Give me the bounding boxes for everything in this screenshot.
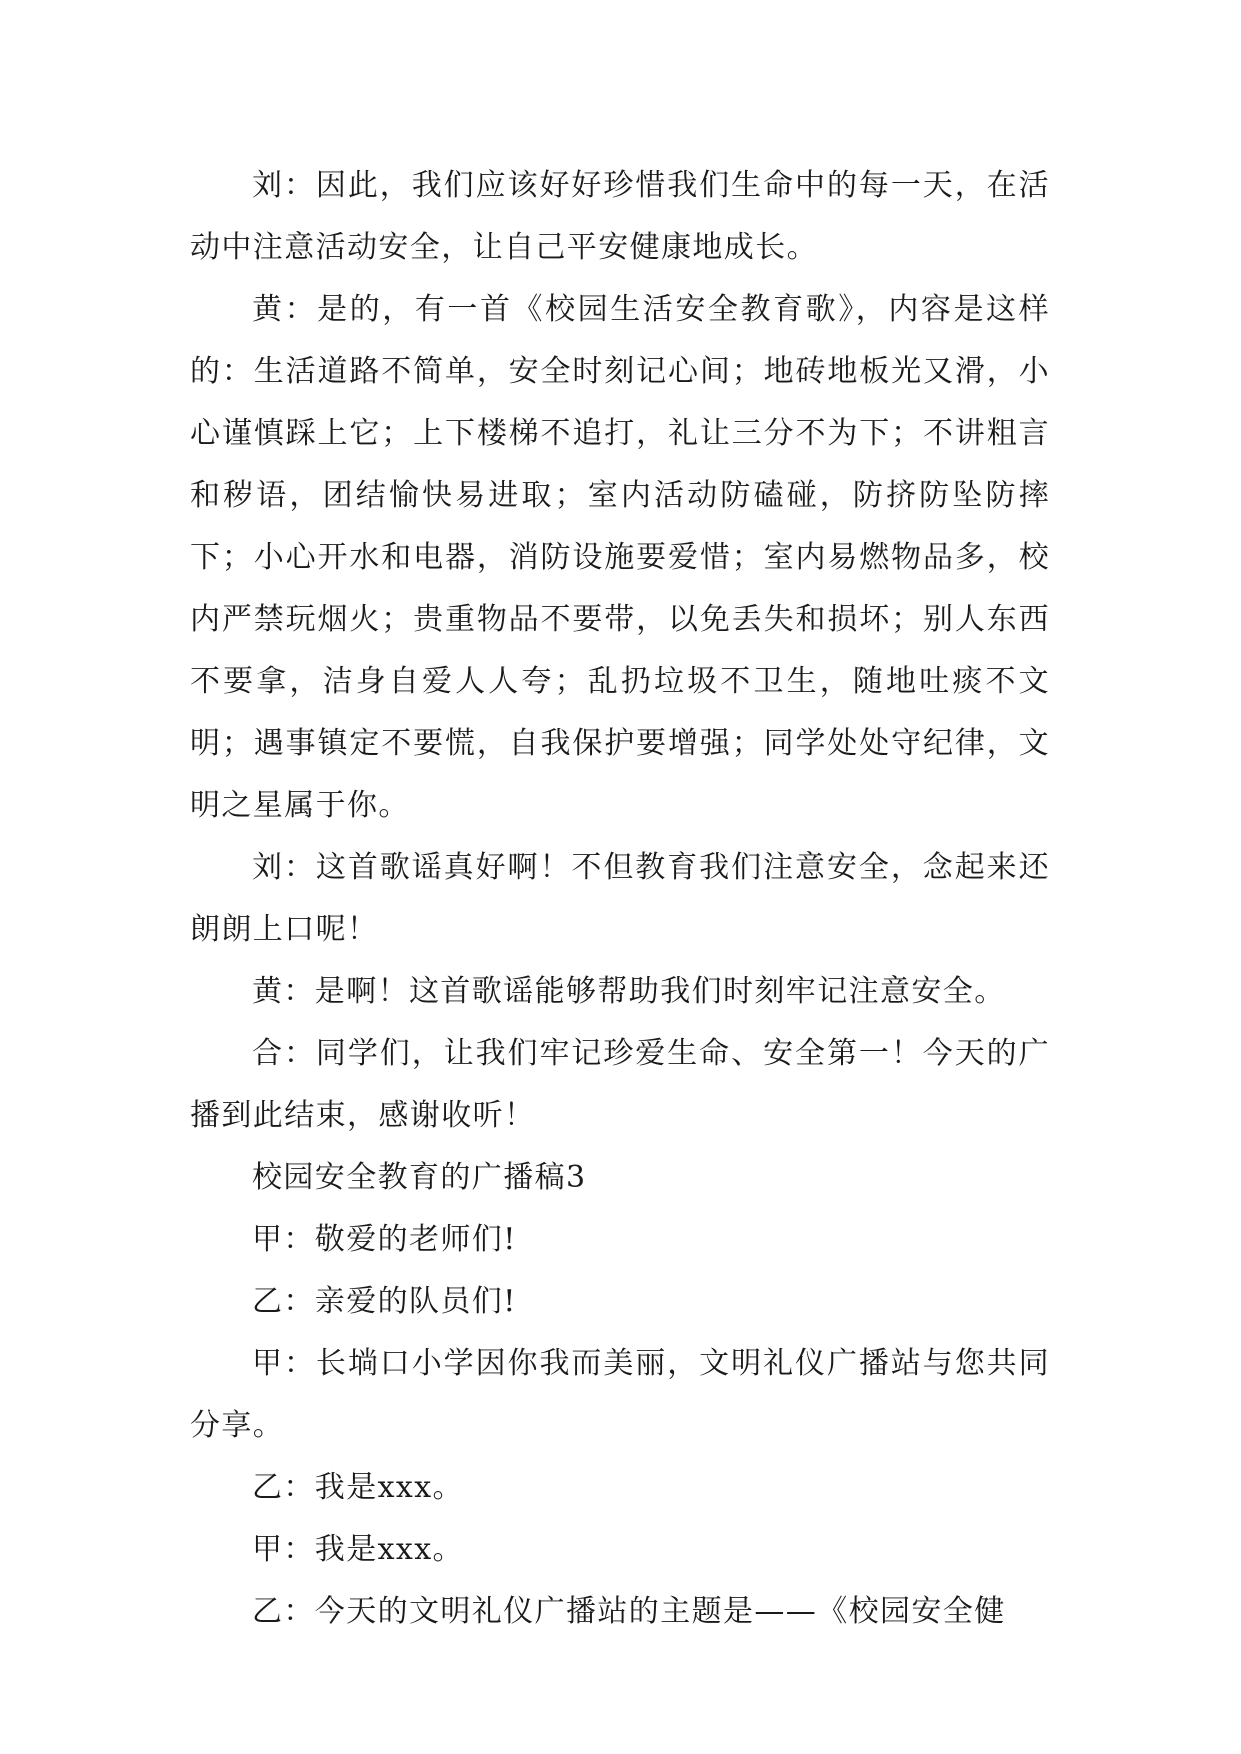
paragraph-huang-remember-safety: 黄：是啊！这首歌谣能够帮助我们时刻牢记注意安全。: [252, 974, 1006, 1009]
document-body: [190, 155, 1050, 1643]
paragraph-liu-cherish-life: 刘：因此，我们应该好好珍惜我们生命中的每一天，在活动中注意活动安全，让自己平安健康地成长。: [190, 168, 1050, 265]
section-heading: 校园安全教育的广播稿3: [252, 1160, 587, 1195]
paragraph-liu-song-praise: 刘：这首歌谣真好啊！不但教育我们注意安全，念起来还朗朗上口呢！: [190, 850, 1050, 947]
paragraph-yi-topic: 乙：今天的文明礼仪广播站的主题是——《校园安全健: [252, 1594, 1006, 1629]
paragraph-jia-greeting-teachers: 甲：敬爱的老师们!: [252, 1222, 517, 1257]
paragraph-yi-self-intro: 乙：我是xxx。: [252, 1470, 464, 1505]
paragraph-huang-safety-song: 黄：是的，有一首《校园生活安全教育歌》，内容是这样的：生活道路不简单，安全时刻记心间；地砖地板光又滑，小心谨慎踩上它；上下楼梯不追打，礼让三分不为下；不讲粗言和秽语，团结愉快易进取；室内活动防磕碰，防挤防坠防摔下；小心开水和电器，消防设施要爱惜；室内易燃物品多，校内严禁玩烟火；贵重物品不要带，以免丢失和损坏；别人东西不要拿，洁身自爱人人夸；乱扔垃圾不卫生，随地吐痰不文明；遇事镇定不要慌，自我保护要增强；同学处处守纪律，文明之星属于你。: [190, 292, 1050, 823]
paragraph-jia-self-intro: 甲：我是xxx。: [252, 1532, 464, 1567]
paragraph-jia-station-intro: 甲：长埫口小学因你我而美丽，文明礼仪广播站与您共同分享。: [190, 1346, 1050, 1443]
paragraph-yi-greeting-members: 乙：亲爱的队员们!: [252, 1284, 517, 1319]
paragraph-closing-together: 合：同学们，让我们牢记珍爱生命、安全第一！今天的广播到此结束，感谢收听！: [190, 1036, 1050, 1133]
